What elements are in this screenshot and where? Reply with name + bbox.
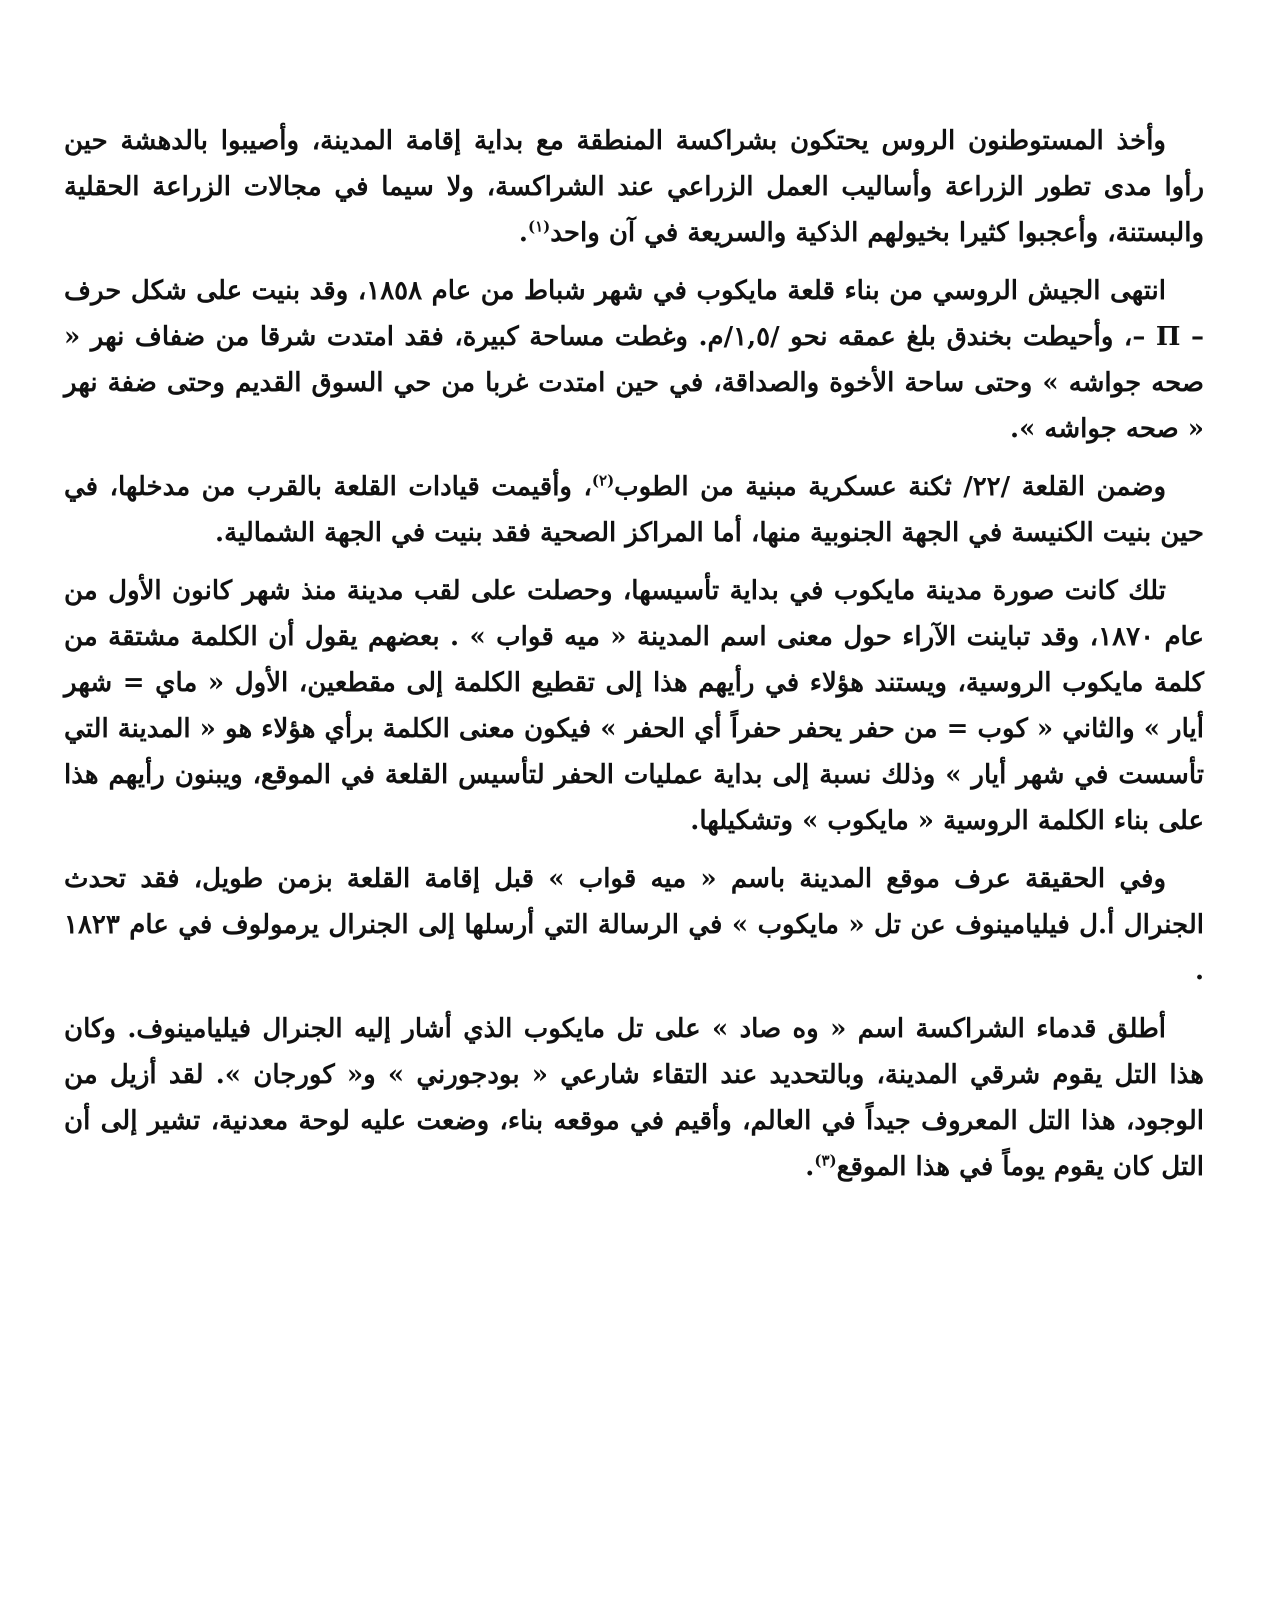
paragraph-3-end: ، وأقيمت قيادات القلعة بالقرب من مدخلها، في حين بنيت الكنيسة في الجهة الجنوبية منها، أما المراكز الصحية فقد بنيت في الجهة الشمالية. (64, 472, 1204, 548)
paragraph-3-text: وضمن القلعة /٢٢/ ثكنة عسكرية مبنية من الطوب (614, 472, 1167, 502)
paragraph-2-text: انتهى الجيش الروسي من بناء قلعة مايكوب في شهر شباط من عام ١٨٥٨، وقد بنيت على شكل حرف – П –، وأحيطت بخندق بلغ عمقه نحو /١,٥/م. وغطت مساحة كبيرة، فقد امتدت شرقا من ضفاف نهر « صحه جواشه » وحتى ساحة الأخوة والصداقة، في حين امتدت غربا من حي السوق القديم وحتى ضفة نهر « صحه جواشه ». (64, 276, 1204, 444)
paragraph-1-text: وأخذ المستوطنون الروس يحتكون بشراكسة المنطقة مع بداية إقامة المدينة، وأصيبوا بالدهشة حين رأوا مدى تطور الزراعة وأساليب العمل الزراعي عند الشراكسة، ولا سيما في مجالات الزراعة الحقلية والبستنة، وأعجبوا كثيرا بخيولهم الذكية والسريعة في آن واحد (64, 126, 1204, 248)
paragraph-1-end: . (518, 218, 528, 248)
footnote-marker-2: (٢) (591, 471, 615, 490)
paragraph-5-text: وفي الحقيقة عرف موقع المدينة باسم « ميه قواب » قبل إقامة القلعة بزمن طويل، فقد تحدث الجنرال أ.ل فيليامينوف عن تل « مايكوب » في الرسالة التي أرسلها إلى الجنرال يرمولوف في عام ١٨٢٣ . (64, 864, 1204, 986)
paragraph-5 (64, 856, 1204, 994)
footnote-marker-3: (٣) (814, 1151, 837, 1170)
document-page (64, 118, 1204, 1202)
paragraph-6 (64, 1006, 1204, 1190)
paragraph-6-end: . (805, 1152, 815, 1182)
paragraph-4 (64, 568, 1204, 844)
footnote-marker-1: (١) (527, 217, 551, 236)
paragraph-4-text: تلك كانت صورة مدينة مايكوب في بداية تأسيسها، وحصلت على لقب مدينة منذ شهر كانون الأول من عام ١٨٧٠، وقد تباينت الآراء حول معنى اسم المدينة « ميه قواب » . بعضهم يقول أن الكلمة مشتقة من كلمة مايكوب الروسية، ويستند هؤلاء في رأيهم هذا إلى تقطيع الكلمة إلى مقطعين، الأول « ماي = شهر أيار » والثاني « كوب = من حفر يحفر حفراً أي الحفر » فيكون معنى الكلمة برأي هؤلاء هو « المدينة التي تأسست في شهر أيار » وذلك نسبة إلى بداية عمليات الحفر لتأسيس القلعة في الموقع، ويبنون رأيهم هذا على بناء الكلمة الروسية « مايكوب » وتشكيلها. (64, 576, 1204, 836)
paragraph-6-text: أطلق قدماء الشراكسة اسم « وه صاد » على تل مايكوب الذي أشار إليه الجنرال فيليامينوف. وكان هذا التل يقوم شرقي المدينة، وبالتحديد عند التقاء شارعي « بودجورني » و« كورجان ». لقد أزيل من الوجود، هذا التل المعروف جيداً في العالم، وأقيم في موقعه بناء، وضعت عليه لوحة معدنية، تشير إلى أن التل كان يقوم يوماً في هذا الموقع (64, 1014, 1204, 1182)
paragraph-2 (64, 268, 1204, 452)
paragraph-3 (64, 464, 1204, 556)
paragraph-1 (64, 118, 1204, 256)
